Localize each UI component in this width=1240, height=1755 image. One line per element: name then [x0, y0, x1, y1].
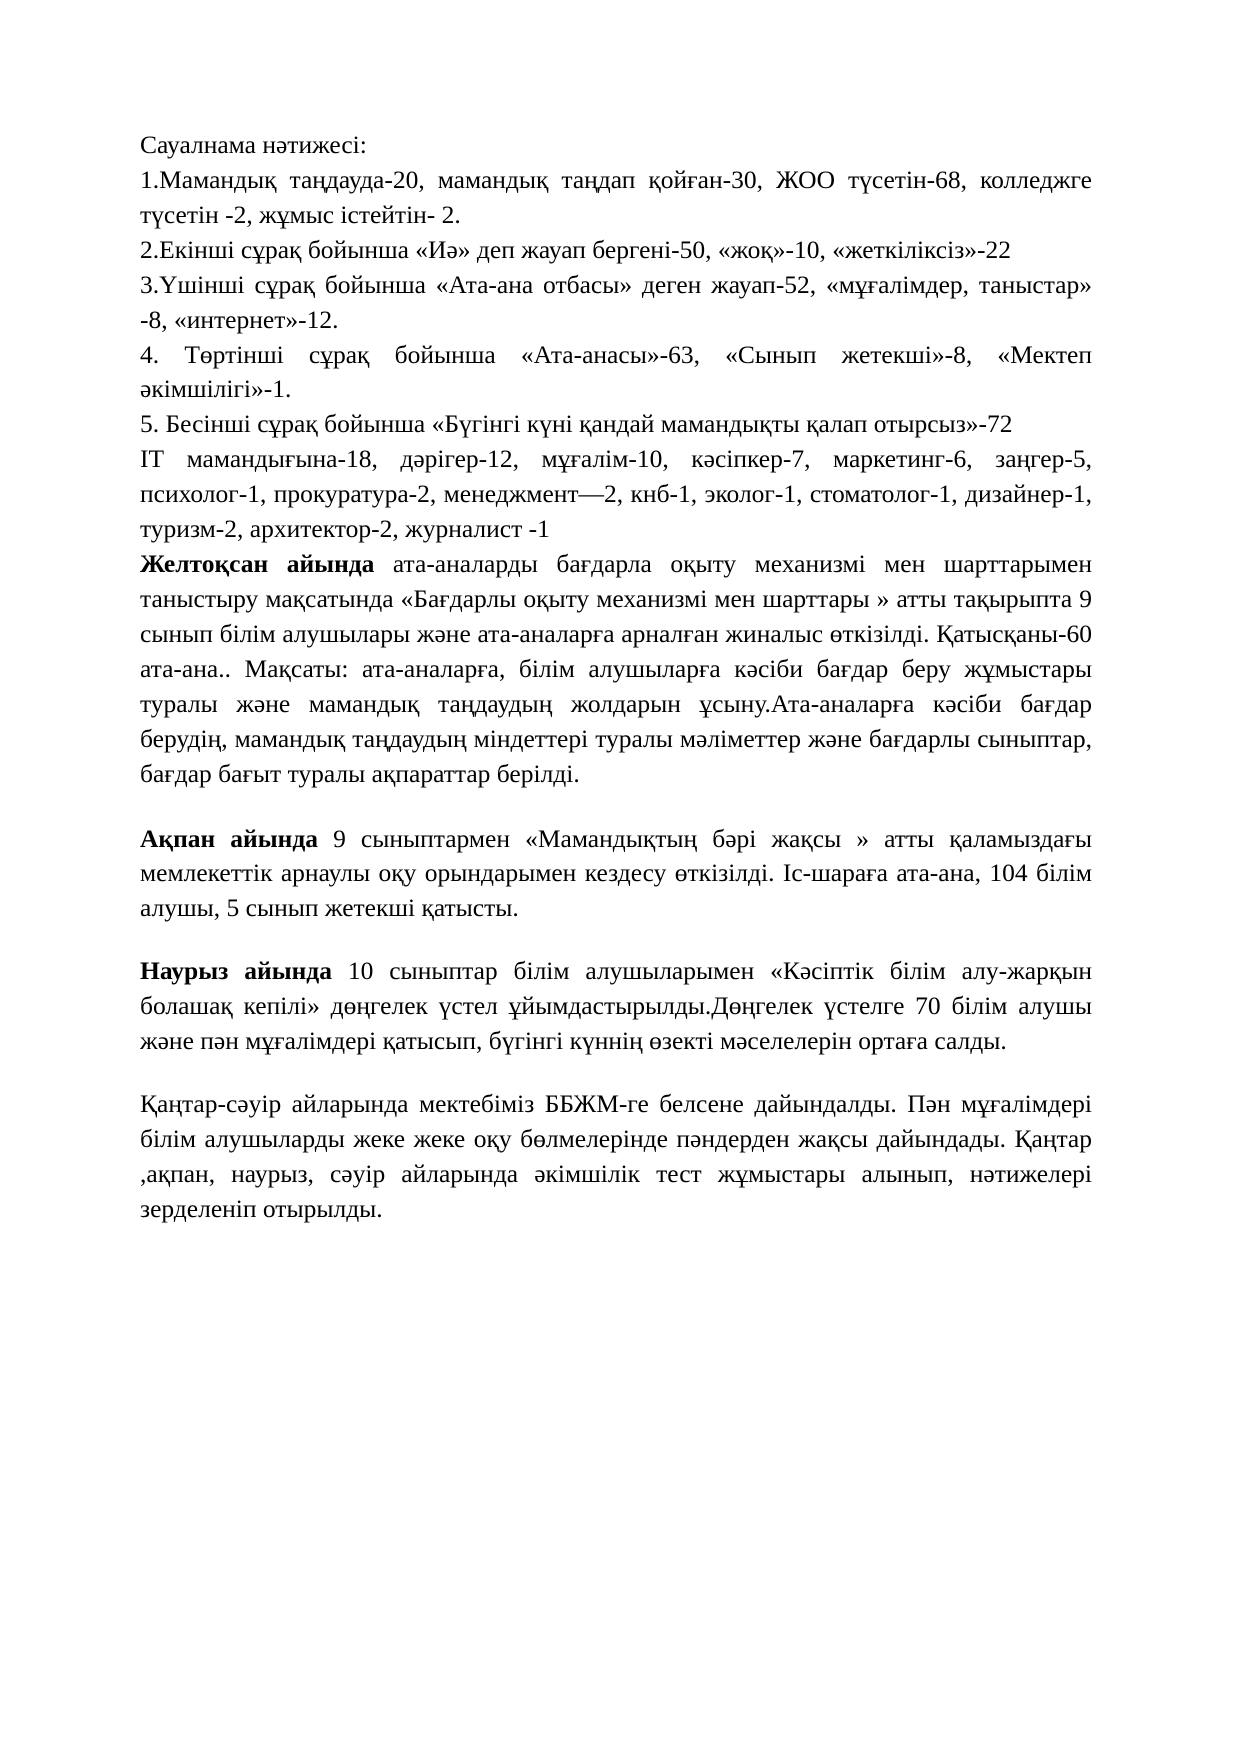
- paragraph-december: [140, 547, 1092, 791]
- paragraph-january-april-text: Қаңтар-сәуір айларында мектебіміз ББЖМ-ге белсене дайындалды. Пән мұғалімдері білім алушыларды жеке жеке оқу бөлмелерінде пәндерден жақсы дайындады. Қаңтар ,ақпан, наурыз, сәуір айларында әкімшілік тест жұмыстары алынып, нәтижелері зерделеніп отырылды.: [140, 1089, 1092, 1223]
- survey-item-5: 5. Бесінші сұрақ бойынша «Бүгінгі күні қандай мамандықты қалап отырсыз»-72: [140, 409, 1013, 439]
- paragraph-december-lead: Желтоқсан айында: [140, 549, 375, 579]
- survey-heading: Сауалнама нәтижесі:: [140, 130, 367, 159]
- paragraph-december-text: ата-аналарды бағдарла оқыту механизмі мен шарттарымен таныстыру мақсатында «Бағдарлы оқыту механизмі мен шарттары » атты тақырыпта 9 сынып білім алушылары және ата-аналарға арналған жиналыс өткізілді. Қатысқаны-60 ата-ана.. Мақсаты: ата-аналарға, білім алушыларға кәсіби бағдар беру жұмыстары туралы және мамандық таңдаудың жолдарын ұсыну.Ата-аналарға кәсіби бағдар берудің, мамандық таңдаудың міндеттері туралы мәліметтер және бағдарлы сыныптар, бағдар бағыт туралы ақпараттар берілді.: [140, 549, 1092, 788]
- paragraph-february: [140, 822, 1092, 927]
- survey-item-3: 3.Үшінші сұрақ бойынша «Ата-ана отбасы» деген жауап-52, «мұғалімдер, таныстар» -8, «интернет»-12.: [140, 269, 1092, 334]
- survey-item-1: 1.Мамандық таңдауда-20, мамандық таңдап қойған-30, ЖОО түсетін-68, колледжге түсетін -2, жұмыс істейтін- 2.: [140, 164, 1092, 229]
- paragraph-february-lead: Ақпан айында: [140, 823, 319, 853]
- survey-item-2: 2.Екінші сұрақ бойынша «Иә» деп жауап бергені-50, «жоқ»-10, «жеткіліксіз»-22: [140, 234, 1012, 264]
- paragraph-march-lead: Наурыз айында: [140, 956, 332, 986]
- survey-item-6: ІТ мамандығына-18, дәрігер-12, мұғалім-10, кәсіпкер-7, маркетинг-6, заңгер-5, психолог-1, прокуратура-2, менеджмент—2, кнб-1, эколог-1, стоматолог-1, дизайнер-1, туризм-2, архитектор-2, журналист -1: [140, 444, 1092, 544]
- survey-item-4: 4. Төртінші сұрақ бойынша «Ата-анасы»-63, «Сынып жетекші»-8, «Мектеп әкімшілігі»-1.: [140, 339, 1092, 404]
- paragraph-january-april: [140, 1087, 1092, 1227]
- paragraph-february-text: 9 сыныптармен «Мамандықтың бәрі жақсы » атты қаламыздағы мемлекеттік арнаулы оқу орындарымен кездесу өткізілді. Іс-шараға ата-ана, 104 білім алушы, 5 сынып жетекші қатысты.: [140, 823, 1092, 923]
- document-body: [140, 128, 1092, 1227]
- paragraph-march-text: 10 сыныптар білім алушыларымен «Кәсіптік білім алу-жарқын болашақ кепілі» дөңгелек үстел ұйымдастырылды.Дөңгелек үстелге 70 білім алушы және пән мұғалімдері қатысып, бүгінгі күннің өзекті мәселелерін ортаға салды.: [140, 956, 1092, 1056]
- paragraph-march: [140, 954, 1092, 1059]
